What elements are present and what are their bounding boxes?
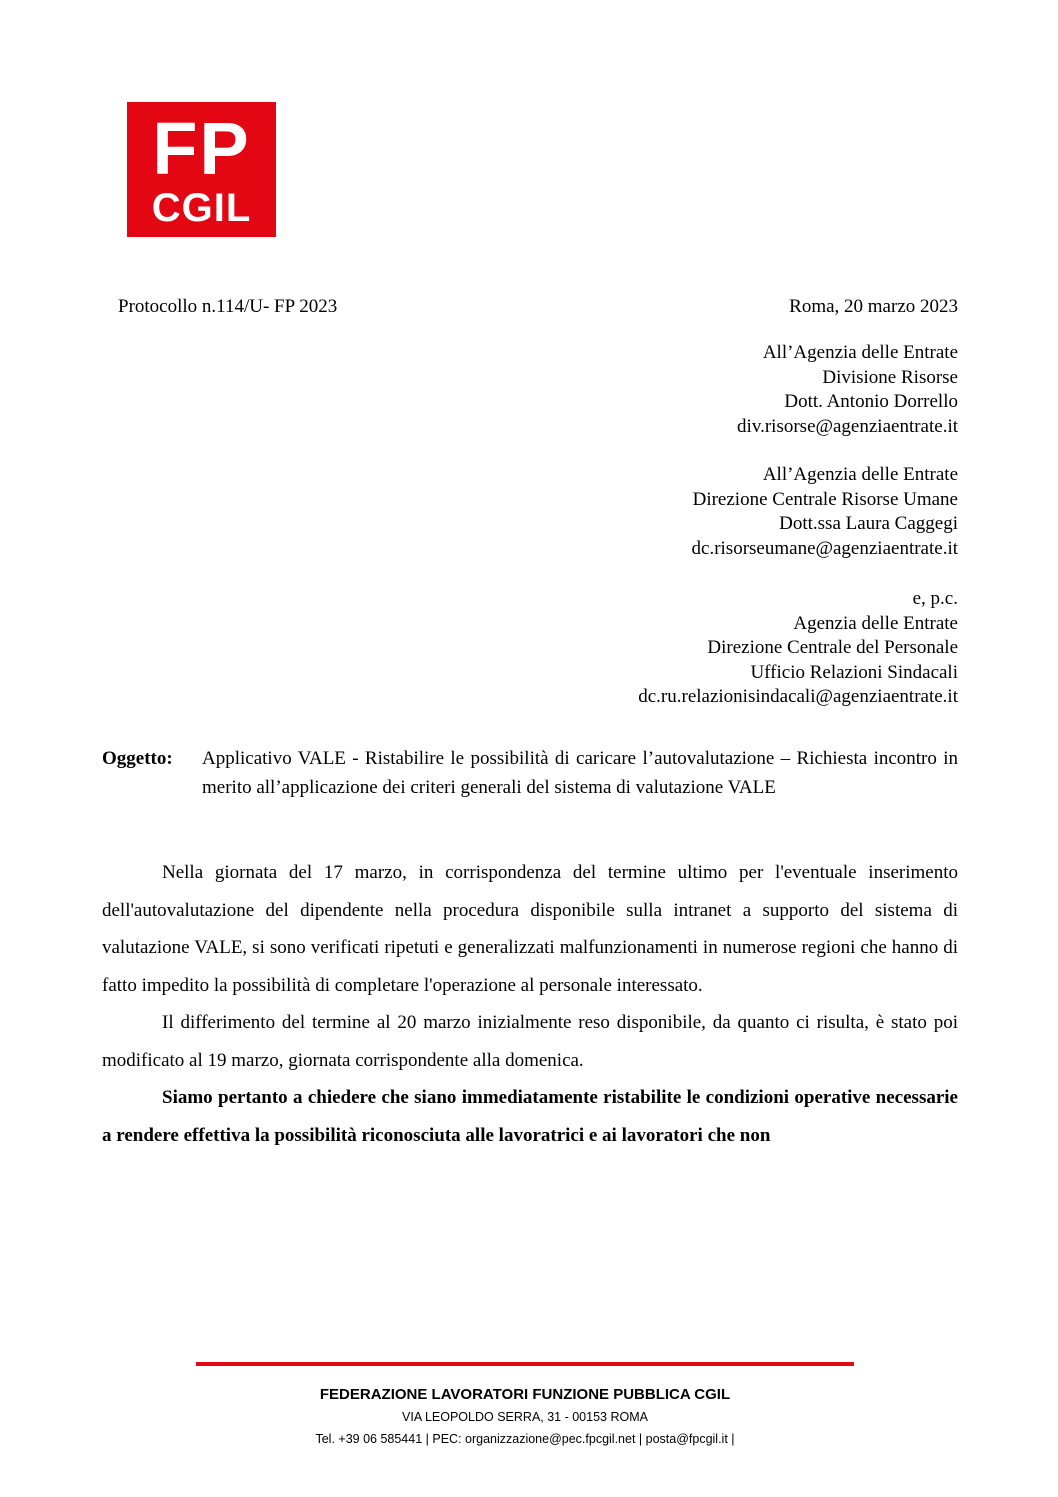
letter-body	[102, 854, 958, 1154]
letter-date: Roma, 20 marzo 2023	[789, 296, 958, 317]
recipient-line: Agenzia delle Entrate	[793, 612, 958, 634]
recipient-block-2	[692, 463, 958, 561]
cc-label: e, p.c.	[912, 588, 958, 609]
footer-divider	[196, 1362, 854, 1366]
logo-fp-text: FP	[152, 107, 251, 190]
fp-cgil-logo	[127, 102, 276, 237]
recipient-line: Dott.ssa Laura Caggegi	[779, 513, 958, 534]
body-paragraph: Nella giornata del 17 marzo, in corrispondenza del termine ultimo per l'eventuale inserimento dell'autovalutazione del dipendente nella procedura disponibile sulla intranet a supporto del sistema di valutazione VALE, si sono verificati ripetuti e generalizzati malfunzionamenti in numerose regioni che hanno di fatto impedito la possibilità di completare l'operazione al personale interessato.	[102, 862, 958, 996]
recipient-line: All’Agenzia delle Entrate	[762, 464, 958, 485]
recipient-line: Direzione Centrale Risorse Umane	[692, 488, 958, 510]
recipient-email: dc.risorseumane@agenziaentrate.it	[691, 537, 958, 559]
recipient-block-1	[737, 341, 958, 439]
subject-label: Oggetto:	[102, 748, 173, 769]
subject-text: Applicativo VALE - Ristabilire le possibilità di caricare l’autovalutazione – Richiesta incontro in merito all’applicazione dei criteri generali del sistema di valutazione VALE	[202, 748, 958, 798]
recipient-line: Divisione Risorse	[822, 366, 958, 388]
recipient-line: Ufficio Relazioni Sindacali	[750, 661, 958, 683]
logo-cgil-text: CGIL	[151, 186, 252, 230]
body-paragraph-bold: Siamo pertanto a chiedere che siano immediatamente ristabilite le condizioni operative necessarie a rendere effettiva la possibilità riconosciuta alle lavoratrici e ai lavoratori che non	[102, 1087, 958, 1146]
recipient-email: dc.ru.relazionisindacali@agenziaentrate.it	[638, 686, 958, 707]
body-paragraph: Il differimento del termine al 20 marzo inizialmente reso disponibile, da quanto ci risulta, è stato poi modificato al 19 marzo, giornata corrispondente alla domenica.	[102, 1012, 958, 1071]
protocol-number: Protocollo n.114/U- FP 2023	[118, 296, 338, 317]
recipient-line: Direzione Centrale del Personale	[707, 637, 958, 658]
footer-address: VIA LEOPOLDO SERRA, 31 - 00153 ROMA	[402, 1410, 648, 1424]
subject-block	[102, 744, 958, 802]
recipient-line: Dott. Antonio Dorrello	[784, 391, 958, 412]
recipient-line: All’Agenzia delle Entrate	[762, 342, 958, 363]
footer-organization: FEDERAZIONE LAVORATORI FUNZIONE PUBBLICA CGIL	[319, 1386, 731, 1403]
footer-contacts: Tel. +39 06 585441 | PEC: organizzazione@pec.fpcgil.net | posta@fpcgil.it |	[315, 1432, 735, 1446]
recipient-email: div.risorse@agenziaentrate.it	[737, 415, 958, 437]
recipient-block-cc	[638, 587, 958, 710]
